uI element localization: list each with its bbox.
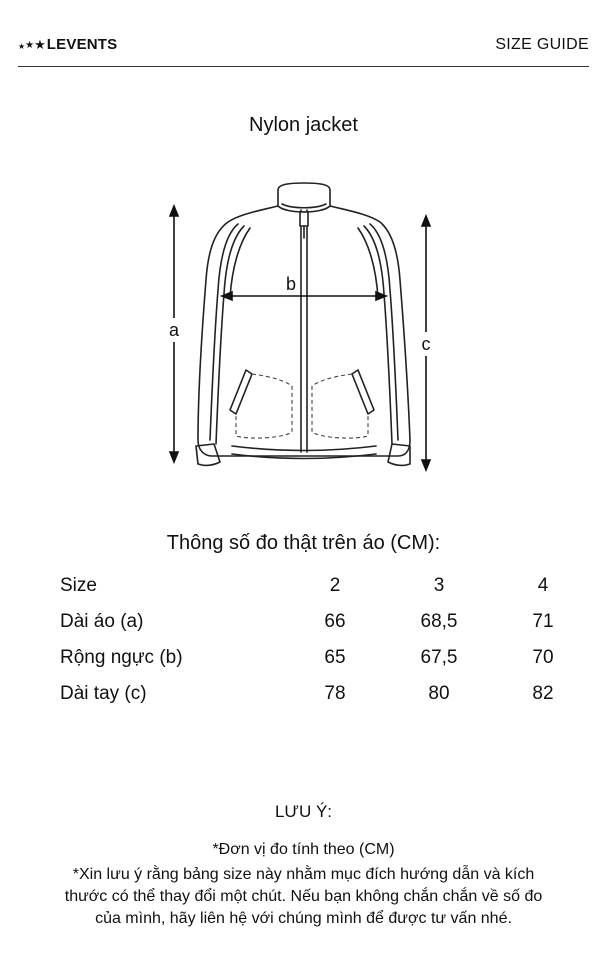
table-row xyxy=(60,676,570,712)
note-unit: *Đơn vị đo tính theo (CM) xyxy=(212,841,395,858)
table-row xyxy=(60,640,570,676)
measure-value: 78 xyxy=(324,683,346,704)
brand-logo xyxy=(18,36,117,53)
measure-value: 67,5 xyxy=(420,647,458,668)
note-body xyxy=(40,864,567,930)
measure-value: 65 xyxy=(324,647,346,668)
note-line: *Xin lưu ý rằng bảng size này nhằm mục đích hướng dẫn và kích xyxy=(72,866,535,883)
note-line: của mình, hãy liên hệ với chúng mình để được tư vấn nhé. xyxy=(95,910,512,927)
row-label: Size xyxy=(60,575,97,596)
measure-value: 68,5 xyxy=(420,611,458,632)
size-table-title: Thông số đo thật trên áo (CM): xyxy=(166,532,441,554)
row-label: Dài áo (a) xyxy=(60,611,144,632)
size-value: 2 xyxy=(329,575,341,596)
label-c: c xyxy=(421,334,431,354)
jacket-outline xyxy=(196,183,410,465)
label-a: a xyxy=(168,320,180,340)
row-label: Dài tay (c) xyxy=(60,683,147,704)
label-b: b xyxy=(285,274,297,294)
pocket-bags xyxy=(236,374,368,438)
brand-name: LEVENTS xyxy=(46,36,118,53)
page-header xyxy=(18,0,589,67)
measure-value: 80 xyxy=(428,683,450,704)
jacket-diagram xyxy=(0,170,607,480)
size-value: 3 xyxy=(433,575,445,596)
size-guide-label: SIZE GUIDE xyxy=(495,36,589,53)
table-row xyxy=(60,568,570,604)
product-title: Nylon jacket xyxy=(249,114,358,136)
size-value: 4 xyxy=(537,575,549,596)
note-line: thước có thể thay đổi một chút. Nếu bạn không chắn chắn về số đo xyxy=(64,888,543,905)
measure-value: 82 xyxy=(532,683,554,704)
row-label: Rộng ngực (b) xyxy=(60,647,183,668)
note-title: LƯU Ý: xyxy=(274,802,333,821)
measure-value: 66 xyxy=(324,611,346,632)
stars-icon: ★ ★ ★ xyxy=(18,37,46,52)
measure-value: 71 xyxy=(532,611,554,632)
table-row xyxy=(60,604,570,640)
size-table xyxy=(60,568,570,712)
measure-value: 70 xyxy=(532,647,554,668)
